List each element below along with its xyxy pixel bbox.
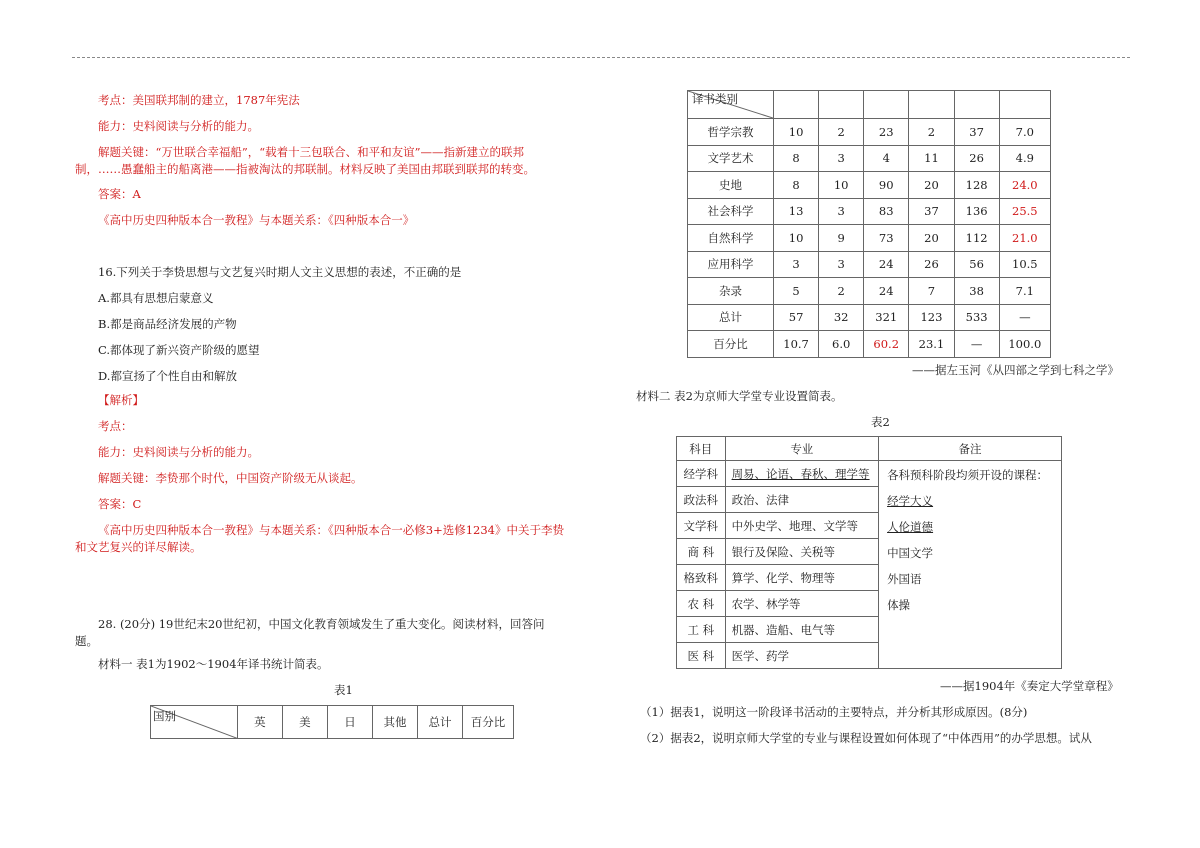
header-cell: 日	[327, 706, 372, 739]
value-cell: 8	[773, 145, 818, 172]
guanxi-2-line2: 和文艺复兴的详尽解读。	[75, 540, 202, 554]
value-cell: 37	[909, 198, 954, 225]
kaodian-2: 考点：	[98, 419, 133, 433]
value-cell: 73	[864, 225, 909, 252]
table1-corner-cell	[688, 91, 774, 119]
cailiao-2: 材料二 表2为京师大学堂专业设置简表。	[636, 389, 843, 403]
value-cell: 4.9	[999, 145, 1050, 172]
subject-cell: 工 科	[677, 617, 726, 643]
corner-label: 国别	[153, 709, 176, 723]
jieti-2: 解题关键：李贽那个时代，中国资产阶级无从谈起。	[98, 471, 363, 485]
top-divider	[72, 57, 1130, 58]
value-cell: —	[999, 304, 1050, 331]
value-cell: 24	[864, 251, 909, 278]
subject-cell: 经学科	[677, 461, 726, 487]
value-cell: 10.5	[999, 251, 1050, 278]
category-cell: 文学艺术	[688, 145, 774, 172]
value-cell: 11	[909, 145, 954, 172]
value-cell: 112	[954, 225, 999, 252]
value-cell: 128	[954, 172, 999, 199]
subject-cell: 商 科	[677, 539, 726, 565]
table1-row	[688, 198, 1051, 225]
category-cell: 百分比	[688, 331, 774, 358]
table1-title: 表1	[334, 683, 353, 697]
table1-continued	[687, 90, 1051, 358]
empty-cell	[819, 91, 864, 119]
subject-cell: 农 科	[677, 591, 726, 617]
value-cell: 38	[954, 278, 999, 305]
empty-cell	[864, 91, 909, 119]
header-cell: 总计	[418, 706, 463, 739]
jieti-1-line1: 解题关键：“万世联合幸福船”，“载着十三包联合、和平和友谊”——指新建立的联邦	[98, 145, 525, 159]
header-cell: 备注	[879, 437, 1062, 461]
value-cell: 26	[954, 145, 999, 172]
header-cell: 美	[282, 706, 327, 739]
option-d: D.都宣扬了个性自由和解放	[98, 369, 237, 383]
header-cell: 科目	[677, 437, 726, 461]
header-cell: 专业	[725, 437, 879, 461]
value-cell: 23	[864, 119, 909, 146]
table1-row	[688, 304, 1051, 331]
category-cell: 自然科学	[688, 225, 774, 252]
subject-cell: 政法科	[677, 487, 726, 513]
value-cell: 20	[909, 225, 954, 252]
note-line: 外国语	[887, 572, 922, 586]
empty-cell	[909, 91, 954, 119]
value-cell: 10	[819, 172, 864, 199]
value-cell: 100.0	[999, 331, 1050, 358]
option-b: B.都是商品经济发展的产物	[98, 317, 237, 331]
table1-row	[688, 172, 1051, 199]
source-2: ——据1904年《奏定大学堂章程》	[940, 679, 1119, 693]
major-cell	[725, 461, 879, 487]
value-cell: 136	[954, 198, 999, 225]
table1-header	[150, 705, 514, 739]
table1-row	[688, 331, 1051, 358]
empty-cell	[999, 91, 1050, 119]
value-cell: 7.1	[999, 278, 1050, 305]
option-c: C.都体现了新兴资产阶级的愿望	[98, 343, 260, 357]
ask-1: （1）据表1，说明这一阶段译书活动的主要特点，并分析其形成原因。(8分)	[640, 705, 1028, 719]
value-cell: 3	[819, 251, 864, 278]
value-cell: 9	[819, 225, 864, 252]
value-cell: 2	[819, 278, 864, 305]
value-cell: 24.0	[999, 172, 1050, 199]
header-cell: 其他	[372, 706, 417, 739]
value-cell: 37	[954, 119, 999, 146]
table1-row	[688, 119, 1051, 146]
nengli-1: 能力：史料阅读与分析的能力。	[98, 119, 259, 133]
value-cell: 21.0	[999, 225, 1050, 252]
corner-label: 译书类别	[692, 92, 738, 106]
value-cell: 24	[864, 278, 909, 305]
value-cell: 57	[773, 304, 818, 331]
header-cell: 百分比	[463, 706, 514, 739]
question-16: 16.下列关于李贽思想与文艺复兴时期人文主义思想的表述，不正确的是	[98, 265, 462, 279]
option-a: A.都具有思想启蒙意义	[98, 291, 214, 305]
note-line: 各科预科阶段均须开设的课程：	[887, 468, 1049, 482]
value-cell: 6.0	[819, 331, 864, 358]
table1-row	[688, 278, 1051, 305]
value-cell: 3	[819, 198, 864, 225]
notes-cell	[879, 461, 1062, 669]
major-cell: 政治、法律	[725, 487, 879, 513]
empty-cell	[773, 91, 818, 119]
daan-1: 答案：A	[98, 187, 141, 201]
table2	[676, 436, 1062, 669]
value-cell: 321	[864, 304, 909, 331]
note-line: 中国文学	[887, 546, 934, 560]
ask-2: （2）据表2，说明京师大学堂的专业与课程设置如何体现了“中体西用”的办学思想。试从	[640, 731, 1092, 745]
value-cell: 7.0	[999, 119, 1050, 146]
value-cell: 533	[954, 304, 999, 331]
major-cell: 中外史学、地理、文学等	[725, 513, 879, 539]
table1-row	[688, 225, 1051, 252]
value-cell: 5	[773, 278, 818, 305]
note-line: 经学大义	[887, 494, 934, 508]
cailiao-1: 材料一 表1为1902～1904年译书统计简表。	[98, 657, 329, 671]
category-cell: 哲学宗教	[688, 119, 774, 146]
value-cell: 2	[819, 119, 864, 146]
value-cell: 10	[773, 225, 818, 252]
category-cell: 应用科学	[688, 251, 774, 278]
note-line: 体操	[887, 598, 911, 612]
note-line: 人伦道德	[887, 520, 934, 534]
value-cell: 2	[909, 119, 954, 146]
category-cell: 总计	[688, 304, 774, 331]
major-text: 周易、论语、春秋、理学等	[731, 466, 870, 481]
value-cell: 26	[909, 251, 954, 278]
guanxi-1: 《高中历史四种版本合一教程》与本题关系：《四种版本合一》	[98, 213, 415, 227]
subject-cell: 格致科	[677, 565, 726, 591]
question-28-line1: 28. (20分) 19世纪末20世纪初，中国文化教育领域发生了重大变化。阅读材料，回答问	[98, 617, 545, 631]
guanxi-2-line1: 《高中历史四种版本合一教程》与本题关系：《四种版本合一必修3+选修1234》中关于李贽	[98, 523, 564, 537]
jiexi-heading: 【解析】	[98, 393, 144, 407]
category-cell: 史地	[688, 172, 774, 199]
value-cell: 56	[954, 251, 999, 278]
daan-2: 答案：C	[98, 497, 142, 511]
subject-cell: 文学科	[677, 513, 726, 539]
kaodian-1: 考点：美国联邦制的建立，1787年宪法	[98, 93, 300, 107]
value-cell: 20	[909, 172, 954, 199]
major-cell: 算学、化学、物理等	[725, 565, 879, 591]
value-cell: 83	[864, 198, 909, 225]
value-cell: 3	[773, 251, 818, 278]
value-cell: 90	[864, 172, 909, 199]
value-cell: 23.1	[909, 331, 954, 358]
value-cell: 3	[819, 145, 864, 172]
category-cell: 杂录	[688, 278, 774, 305]
value-cell: 123	[909, 304, 954, 331]
value-cell: 4	[864, 145, 909, 172]
table1-corner-cell	[151, 706, 238, 739]
header-cell: 英	[237, 706, 282, 739]
value-cell: 10	[773, 119, 818, 146]
table2-title: 表2	[871, 415, 890, 429]
value-cell: 32	[819, 304, 864, 331]
major-cell: 医学、药学	[725, 643, 879, 669]
major-cell: 机器、造船、电气等	[725, 617, 879, 643]
nengli-2: 能力：史料阅读与分析的能力。	[98, 445, 259, 459]
value-cell: —	[954, 331, 999, 358]
value-cell: 10.7	[773, 331, 818, 358]
subject-cell: 医 科	[677, 643, 726, 669]
question-28-line2: 题。	[75, 634, 98, 648]
value-cell: 25.5	[999, 198, 1050, 225]
table1-row	[688, 145, 1051, 172]
empty-cell	[954, 91, 999, 119]
value-cell: 13	[773, 198, 818, 225]
value-cell: 60.2	[864, 331, 909, 358]
major-cell: 农学、林学等	[725, 591, 879, 617]
category-cell: 社会科学	[688, 198, 774, 225]
table1-row	[688, 251, 1051, 278]
source-1: ——据左玉河《从四部之学到七科之学》	[912, 363, 1119, 377]
major-cell: 银行及保险、关税等	[725, 539, 879, 565]
value-cell: 8	[773, 172, 818, 199]
jieti-1-line2: 制，……愚蠢船主的船离港——指被淘汰的邦联制。材料反映了美国由邦联到联邦的转变。	[75, 162, 535, 176]
value-cell: 7	[909, 278, 954, 305]
